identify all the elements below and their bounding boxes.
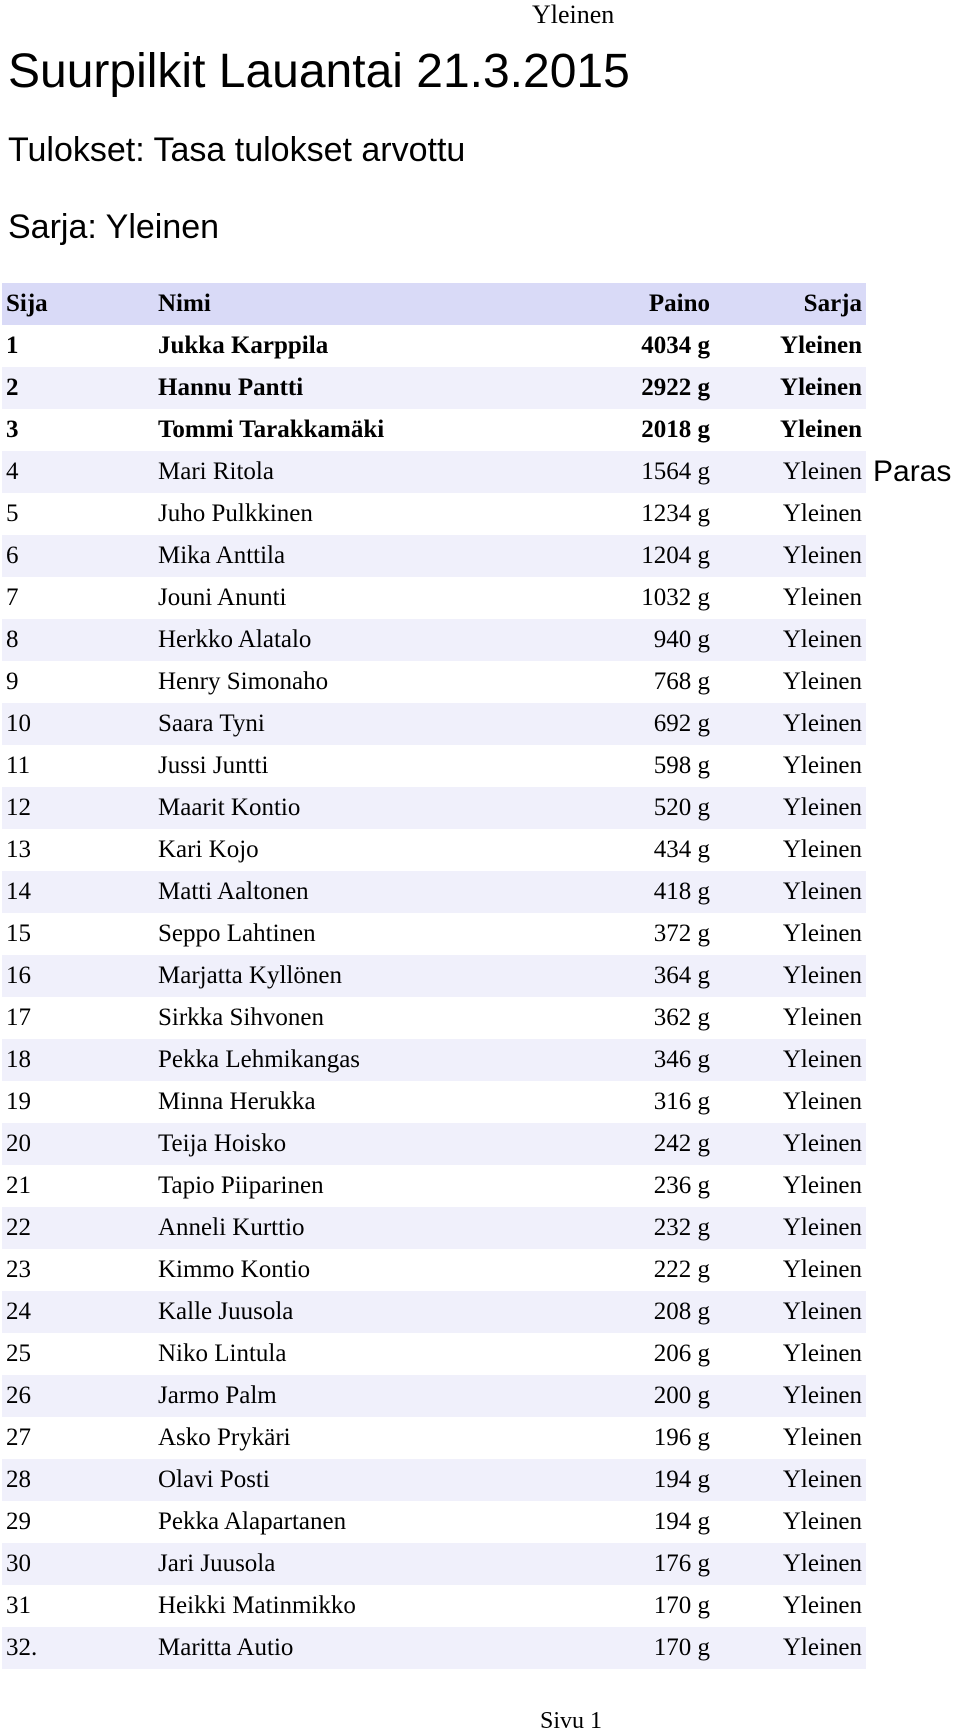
- cell-name: Pekka Lehmikangas: [158, 1046, 361, 1073]
- table-row: [2, 745, 866, 787]
- table-row: [2, 1207, 866, 1249]
- cell-series: Yleinen: [782, 500, 862, 527]
- cell-series: Yleinen: [782, 1424, 862, 1451]
- cell-weight: 434 g: [653, 836, 710, 863]
- cell-weight: 4034 g: [641, 332, 710, 359]
- cell-name: Mika Anttila: [158, 542, 286, 569]
- page-title: Suurpilkit Lauantai 21.3.2015: [8, 45, 630, 98]
- table-row: [2, 1627, 866, 1669]
- table-row: [2, 577, 866, 619]
- cell-series: Yleinen: [782, 1046, 862, 1073]
- table-body: [2, 325, 866, 1669]
- cell-weight: 940 g: [653, 626, 710, 653]
- table-row: [2, 451, 866, 493]
- table-row: [2, 493, 866, 535]
- cell-rank: 11: [6, 752, 31, 779]
- cell-rank: 26: [6, 1382, 31, 1409]
- cell-weight: 196 g: [653, 1424, 710, 1451]
- cell-weight: 346 g: [653, 1046, 710, 1073]
- cell-name: Seppo Lahtinen: [158, 920, 316, 947]
- table-row: [2, 325, 866, 367]
- cell-name: Hannu Pantti: [158, 374, 304, 401]
- cell-weight: 232 g: [653, 1214, 710, 1241]
- cell-rank: 24: [6, 1298, 31, 1325]
- table-row: [2, 1081, 866, 1123]
- cell-rank: 13: [6, 836, 31, 863]
- table-row: [2, 829, 866, 871]
- table-row: [2, 1585, 866, 1627]
- cell-series: Yleinen: [782, 1088, 862, 1115]
- cell-name: Anneli Kurttio: [158, 1214, 305, 1241]
- cell-weight: 236 g: [653, 1172, 710, 1199]
- table-row: [2, 871, 866, 913]
- cell-series: Yleinen: [782, 1256, 862, 1283]
- cell-series: Yleinen: [782, 1508, 862, 1535]
- table-row: [2, 1291, 866, 1333]
- column-header-name: Nimi: [158, 290, 211, 317]
- column-header-rank: Sija: [6, 290, 48, 317]
- cell-rank: 2: [6, 374, 19, 401]
- cell-name: Olavi Posti: [158, 1466, 270, 1493]
- table-row: [2, 1165, 866, 1207]
- cell-series: Yleinen: [782, 1592, 862, 1619]
- table-row: [2, 661, 866, 703]
- table-row: [2, 1375, 866, 1417]
- cell-name: Matti Aaltonen: [158, 878, 309, 905]
- cell-rank: 19: [6, 1088, 31, 1115]
- cell-name: Jukka Karppila: [158, 332, 329, 359]
- table-row: [2, 955, 866, 997]
- cell-series: Yleinen: [782, 836, 862, 863]
- cell-series: Yleinen: [782, 920, 862, 947]
- cell-series: Yleinen: [782, 542, 862, 569]
- cell-weight: 418 g: [653, 878, 710, 905]
- cell-name: Pekka Alapartanen: [158, 1508, 347, 1535]
- table-row: [2, 1333, 866, 1375]
- cell-name: Herkko Alatalo: [158, 626, 312, 653]
- cell-name: Kari Kojo: [158, 836, 259, 863]
- cell-rank: 17: [6, 1004, 31, 1031]
- cell-name: Juho Pulkkinen: [158, 500, 313, 527]
- cell-series: Yleinen: [782, 878, 862, 905]
- cell-name: Niko Lintula: [158, 1340, 287, 1367]
- cell-rank: 15: [6, 920, 31, 947]
- cell-rank: 3: [6, 416, 19, 443]
- cell-name: Marjatta Kyllönen: [158, 962, 342, 989]
- cell-name: Mari Ritola: [158, 458, 274, 485]
- cell-rank: 25: [6, 1340, 31, 1367]
- cell-weight: 316 g: [653, 1088, 710, 1115]
- cell-series: Yleinen: [780, 374, 862, 401]
- cell-weight: 194 g: [653, 1466, 710, 1493]
- cell-name: Kalle Juusola: [158, 1298, 294, 1325]
- table-row: [2, 409, 866, 451]
- cell-rank: 6: [6, 542, 19, 569]
- cell-series: Yleinen: [782, 752, 862, 779]
- cell-rank: 16: [6, 962, 31, 989]
- cell-rank: 21: [6, 1172, 31, 1199]
- cell-rank: 23: [6, 1256, 31, 1283]
- cell-series: Yleinen: [780, 332, 862, 359]
- page-subtitle: Tulokset: Tasa tulokset arvottu: [8, 131, 466, 169]
- table-row: [2, 1249, 866, 1291]
- cell-rank: 8: [6, 626, 19, 653]
- cell-rank: 31: [6, 1592, 31, 1619]
- cell-series: Yleinen: [782, 1382, 862, 1409]
- cell-name: Jari Juusola: [158, 1550, 276, 1577]
- table-row: [2, 703, 866, 745]
- cell-name: Jarmo Palm: [158, 1382, 277, 1409]
- cell-weight: 520 g: [653, 794, 710, 821]
- side-label: Paras: [873, 455, 952, 488]
- cell-series: Yleinen: [782, 1214, 862, 1241]
- table-row: [2, 1543, 866, 1585]
- cell-rank: 18: [6, 1046, 31, 1073]
- cell-name: Maarit Kontio: [158, 794, 301, 821]
- cell-rank: 5: [6, 500, 19, 527]
- cell-weight: 362 g: [653, 1004, 710, 1031]
- cell-weight: 598 g: [653, 752, 710, 779]
- page-footer: Sivu 1: [540, 1708, 603, 1734]
- cell-weight: 692 g: [653, 710, 710, 737]
- cell-rank: 29: [6, 1508, 31, 1535]
- cell-weight: 206 g: [653, 1340, 710, 1367]
- cell-rank: 12: [6, 794, 31, 821]
- cell-weight: 170 g: [653, 1634, 710, 1661]
- cell-series: Yleinen: [782, 626, 862, 653]
- cell-series: Yleinen: [782, 1130, 862, 1157]
- cell-weight: 372 g: [653, 920, 710, 947]
- table-row: [2, 1039, 866, 1081]
- cell-series: Yleinen: [782, 1172, 862, 1199]
- results-table: [2, 283, 866, 1669]
- cell-name: Sirkka Sihvonen: [158, 1004, 324, 1031]
- cell-rank: 10: [6, 710, 31, 737]
- cell-name: Tommi Tarakkamäki: [158, 416, 385, 443]
- cell-weight: 170 g: [653, 1592, 710, 1619]
- cell-name: Tapio Piiparinen: [158, 1172, 324, 1199]
- cell-rank: 28: [6, 1466, 31, 1493]
- table-row: [2, 1459, 866, 1501]
- cell-series: Yleinen: [782, 1340, 862, 1367]
- cell-weight: 1234 g: [641, 500, 710, 527]
- table-row: [2, 997, 866, 1039]
- cell-weight: 194 g: [653, 1508, 710, 1535]
- table-row: [2, 1123, 866, 1165]
- cell-name: Heikki Matinmikko: [158, 1592, 356, 1619]
- cell-series: Yleinen: [782, 1298, 862, 1325]
- cell-weight: 1564 g: [641, 458, 710, 485]
- cell-rank: 30: [6, 1550, 31, 1577]
- cell-name: Henry Simonaho: [158, 668, 329, 695]
- cell-weight: 200 g: [653, 1382, 710, 1409]
- cell-series: Yleinen: [782, 458, 862, 485]
- cell-weight: 176 g: [653, 1550, 710, 1577]
- cell-rank: 4: [6, 458, 19, 485]
- cell-weight: 364 g: [653, 962, 710, 989]
- cell-weight: 768 g: [653, 668, 710, 695]
- series-label: Sarja: Yleinen: [8, 208, 220, 246]
- cell-name: Saara Tyni: [158, 710, 265, 737]
- table-row: [2, 787, 866, 829]
- cell-name: Maritta Autio: [158, 1634, 294, 1661]
- cell-rank: 9: [6, 668, 19, 695]
- column-header-weight: Paino: [648, 290, 710, 317]
- cell-weight: 208 g: [653, 1298, 710, 1325]
- cell-name: Asko Prykäri: [158, 1424, 291, 1451]
- cell-weight: 222 g: [653, 1256, 710, 1283]
- cell-series: Yleinen: [782, 1634, 862, 1661]
- column-header-series: Sarja: [803, 290, 862, 317]
- page-header-label: Yleinen: [532, 0, 615, 29]
- cell-rank: 32.: [6, 1634, 38, 1661]
- table-row: [2, 913, 866, 955]
- table-header-row: [2, 283, 866, 325]
- cell-name: Teija Hoisko: [158, 1130, 287, 1157]
- cell-rank: 22: [6, 1214, 31, 1241]
- cell-rank: 1: [6, 332, 19, 359]
- table-row: [2, 1417, 866, 1459]
- table-row: [2, 1501, 866, 1543]
- cell-name: Jouni Anunti: [158, 584, 287, 611]
- cell-series: Yleinen: [782, 710, 862, 737]
- cell-rank: 20: [6, 1130, 31, 1157]
- cell-rank: 27: [6, 1424, 31, 1451]
- cell-series: Yleinen: [782, 584, 862, 611]
- cell-series: Yleinen: [782, 1004, 862, 1031]
- cell-series: Yleinen: [782, 668, 862, 695]
- cell-weight: 1032 g: [641, 584, 710, 611]
- cell-weight: 2922 g: [641, 374, 710, 401]
- cell-series: Yleinen: [782, 1466, 862, 1493]
- cell-name: Kimmo Kontio: [158, 1256, 311, 1283]
- table-row: [2, 619, 866, 661]
- cell-weight: 1204 g: [641, 542, 710, 569]
- cell-series: Yleinen: [780, 416, 862, 443]
- cell-series: Yleinen: [782, 962, 862, 989]
- cell-weight: 2018 g: [641, 416, 710, 443]
- cell-name: Jussi Juntti: [158, 752, 269, 779]
- table-row: [2, 367, 866, 409]
- cell-name: Minna Herukka: [158, 1088, 316, 1115]
- cell-rank: 14: [6, 878, 31, 905]
- cell-series: Yleinen: [782, 794, 862, 821]
- cell-rank: 7: [6, 584, 19, 611]
- table-row: [2, 535, 866, 577]
- cell-series: Yleinen: [782, 1550, 862, 1577]
- cell-weight: 242 g: [653, 1130, 710, 1157]
